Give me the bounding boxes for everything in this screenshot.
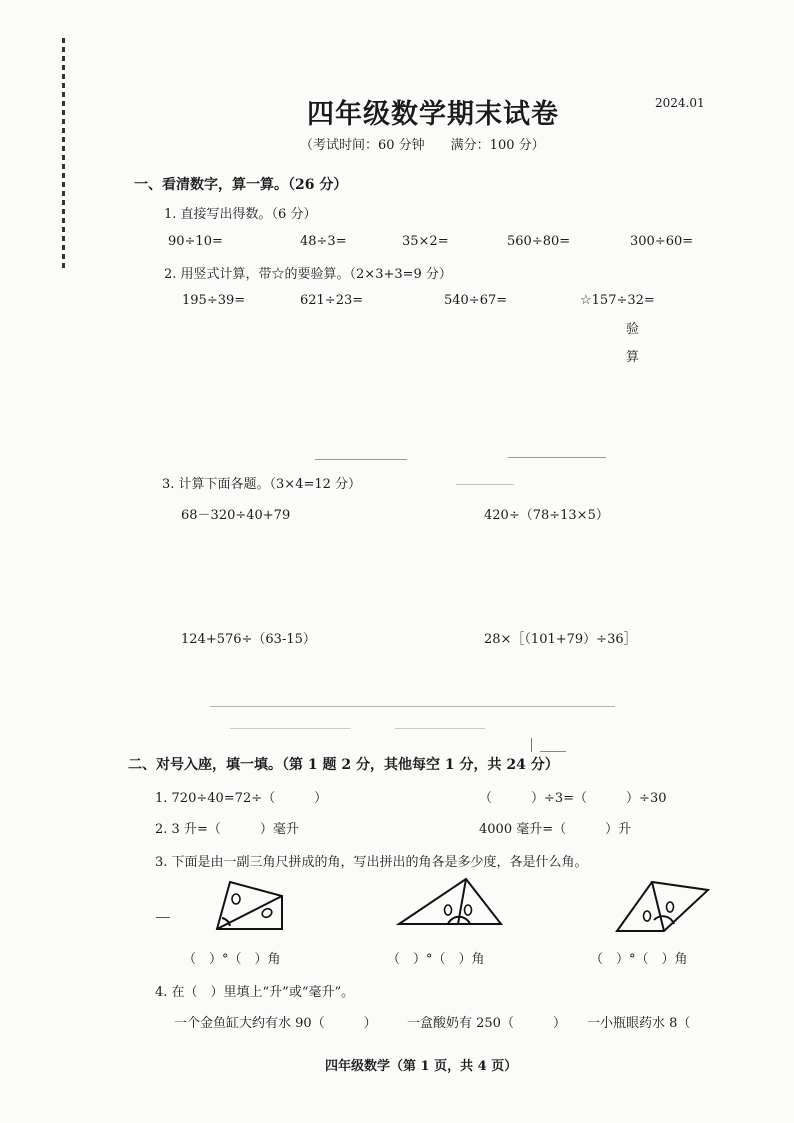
angle-answer-3: （ ）°（ ）角 (590, 952, 688, 967)
q1-1-item: 300÷60= (630, 234, 694, 249)
q2-4-label: 4. 在（ ）里填上“升”或“毫升”。 (155, 985, 355, 1000)
set-square-figure-1 (210, 880, 290, 934)
q1-2-item: 195÷39= (182, 293, 246, 308)
angle-answer-2: （ ）°（ ）角 (387, 952, 485, 967)
q1-1-label: 1. 直接写出得数。（6 分） (164, 207, 317, 222)
faint-rule (508, 457, 606, 458)
faint-rule (156, 917, 170, 918)
q1-2-item: 621÷23= (300, 293, 364, 308)
exam-info: （考试时间：60 分钟 满分：100 分） (300, 138, 545, 153)
section-1-heading: 一、看清数字，算一算。（26 分） (134, 177, 348, 193)
faint-rule (210, 706, 615, 707)
q2-1-left: 1. 720÷40=72÷（ ） (155, 791, 328, 806)
faint-rule (531, 738, 532, 752)
faint-rule (395, 728, 485, 729)
verification-char: 验 (626, 322, 640, 337)
section-2-heading: 二、对号入座，填一填。（第 1 题 2 分，其他每空 1 分，共 24 分） (128, 757, 559, 773)
q1-1-item: 35×2= (402, 234, 449, 249)
faint-rule (315, 459, 407, 460)
q1-3-item: 68－320÷40+79 (181, 508, 291, 523)
angle-answer-1: （ ）°（ ）角 (183, 952, 281, 967)
q2-1-right: （ ）÷3=（ ）÷30 (479, 791, 667, 806)
q1-1-item: 560÷80= (507, 234, 571, 249)
q2-2-right: 4000 毫升=（ ）升 (479, 822, 632, 837)
set-square-figure-2 (396, 876, 506, 928)
q1-2-item: 540÷67= (444, 293, 508, 308)
q2-3-label: 3. 下面是由一副三角尺拼成的角，写出拼出的角各是多少度，各是什么角。 (155, 855, 588, 870)
q2-4-item: 一盒酸奶有 250（ ） (407, 1016, 566, 1031)
q1-3-item: 28×［（101+79）÷36］ (484, 632, 637, 647)
page-footer: 四年级数学（第 1 页，共 4 页） (325, 1059, 518, 1074)
faint-rule (230, 728, 350, 729)
q2-2-left: 2. 3 升=（ ）毫升 (155, 822, 299, 837)
q1-3-item: 124+576÷（63-15） (181, 632, 316, 647)
set-square-figure-3 (614, 880, 712, 934)
exam-date: 2024.01 (655, 96, 705, 110)
verification-char: 算 (626, 350, 640, 365)
q1-3-label: 3. 计算下面各题。（3×4=12 分） (162, 477, 362, 492)
q1-2-item: ☆157÷32= (580, 293, 655, 308)
page-title: 四年级数学期末试卷 (307, 99, 559, 130)
q1-3-item: 420÷（78÷13×5） (484, 508, 609, 523)
faint-rule (540, 751, 566, 752)
q1-1-item: 48÷3= (300, 234, 347, 249)
q1-2-label: 2. 用竖式计算，带☆的要验算。（2×3+3=9 分） (164, 267, 452, 282)
q2-4-item: 一小瓶眼药水 8（ (587, 1016, 691, 1031)
q2-4-item: 一个金鱼缸大约有水 90（ ） (174, 1016, 377, 1031)
faint-rule (456, 484, 514, 485)
q1-1-item: 90÷10= (168, 234, 223, 249)
binding-margin-dots (62, 38, 65, 268)
